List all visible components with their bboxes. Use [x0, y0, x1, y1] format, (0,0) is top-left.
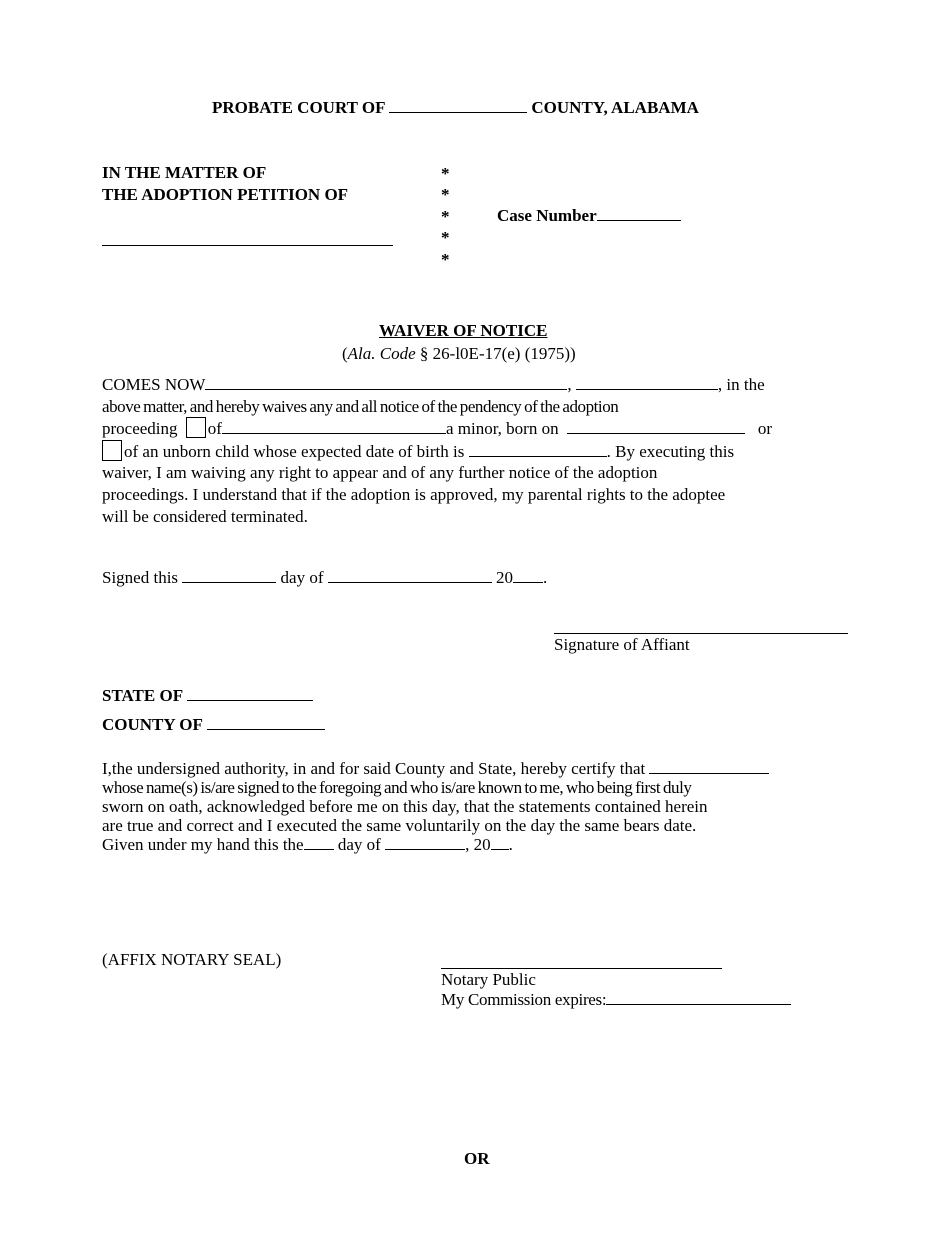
notary-year-prefix: , 20: [465, 835, 491, 854]
period: .: [543, 568, 548, 587]
unborn-text: of an unborn child whose expected date of birth is: [124, 441, 465, 461]
notary-line-4: are true and correct and I executed the same voluntarily on the day the same bears date.: [102, 816, 697, 835]
petitioner-name-blank[interactable]: [102, 245, 393, 246]
minor-name-blank[interactable]: [222, 419, 446, 434]
notary-day-blank[interactable]: [304, 835, 334, 850]
commission-label: My Commission expires:: [441, 990, 607, 1009]
by-executing: . By executing this: [606, 441, 735, 461]
signed-month-blank[interactable]: [328, 568, 492, 583]
para-line-2: above matter, and hereby waives any and all notice of the pendency of the adoption: [102, 396, 619, 416]
of: of: [207, 419, 222, 439]
notary-line-2: whose name(s) is/are signed to the foregoing and who is/are known to me, who being first duly: [102, 778, 692, 797]
state-blank[interactable]: [187, 686, 313, 701]
court-suffix: COUNTY, ALABAMA: [531, 98, 699, 117]
caption-line2: THE ADOPTION PETITION OF: [102, 185, 349, 204]
or-separator: OR: [464, 1149, 490, 1168]
affiant-relation-blank[interactable]: [576, 375, 718, 390]
court-prefix: PROBATE COURT OF: [212, 98, 385, 117]
citation-open: (: [342, 344, 348, 363]
day-of: day of: [280, 568, 324, 587]
proceeding: proceeding: [102, 419, 178, 439]
county-venue-blank[interactable]: [207, 715, 325, 730]
court-heading: [212, 98, 699, 118]
signed-day-blank[interactable]: [182, 568, 276, 583]
notary-acknowledgment: [102, 759, 769, 854]
notary-line-3: sworn on oath, acknowledged before me on this day, that the statements contained herein: [102, 797, 708, 816]
signed-this: Signed this: [102, 568, 179, 587]
waiver-paragraph: [102, 374, 822, 527]
signer-name-blank[interactable]: [649, 759, 769, 774]
caption-asterisk: *: [441, 250, 450, 269]
notary-period: .: [508, 835, 513, 854]
document-title: WAIVER OF NOTICE: [379, 321, 548, 340]
notary-year-blank[interactable]: [491, 835, 509, 850]
commission-expires: [441, 990, 791, 1010]
notary-month-blank[interactable]: [385, 835, 465, 850]
citation-italic: Ala. Code: [347, 344, 416, 363]
caption-asterisk: *: [441, 164, 450, 183]
or: or: [757, 419, 773, 439]
para-line-7: will be considered terminated.: [102, 506, 308, 526]
case-number-blank[interactable]: [597, 206, 681, 221]
notary-line-1-text: I,the undersigned authority, in and for said County and State, hereby certify that: [102, 759, 646, 778]
county-blank[interactable]: [389, 98, 527, 113]
para-line-3: [102, 417, 822, 440]
citation-rest: § 26-l0E-17(e) (1975)): [415, 344, 576, 363]
notary-line-5: [102, 835, 769, 854]
case-number-label: Case Number: [497, 206, 597, 225]
statute-citation: [342, 344, 576, 364]
notary-signature-line[interactable]: [441, 968, 722, 969]
expected-date-blank[interactable]: [469, 442, 607, 457]
notary-seal-label: (AFFIX NOTARY SEAL): [102, 950, 282, 969]
affiant-signature-label: Signature of Affiant: [554, 635, 690, 654]
a-minor-born-on: a minor, born on: [445, 419, 559, 439]
caption-line1: IN THE MATTER OF: [102, 163, 267, 182]
signed-date-line: [102, 568, 547, 588]
birth-date-blank[interactable]: [567, 419, 745, 434]
commission-date-blank[interactable]: [606, 990, 791, 1005]
signed-year-blank[interactable]: [513, 568, 543, 583]
affiant-name-blank[interactable]: [205, 375, 567, 390]
in-the: , in the: [717, 375, 765, 394]
county-of-label: COUNTY OF: [102, 715, 203, 734]
state-of: [102, 686, 313, 706]
given-under-hand: Given under my hand this the: [102, 835, 304, 854]
notary-public-label: Notary Public: [441, 970, 536, 989]
affiant-signature-line[interactable]: [554, 633, 848, 634]
comes-now: COMES NOW: [102, 375, 206, 394]
notary-day-of: day of: [333, 835, 386, 854]
caption-asterisk: *: [441, 207, 450, 226]
caption-asterisk: *: [441, 185, 450, 204]
para-line-4: [102, 440, 822, 463]
case-number: [497, 206, 681, 226]
unborn-checkbox[interactable]: [102, 440, 122, 461]
year-prefix: 20: [496, 568, 514, 587]
para-line-1: [102, 374, 822, 396]
caption-asterisk: *: [441, 228, 450, 247]
state-of-label: STATE OF: [102, 686, 183, 705]
para-line-5: waiver, I am waiving any right to appear and of any further notice of the adoption: [102, 463, 658, 483]
county-of: [102, 715, 325, 735]
minor-checkbox[interactable]: [186, 417, 206, 438]
para-line-6: proceedings. I understand that if the adoption is approved, my parental rights to the adoptee: [102, 484, 726, 504]
notary-line-1: [102, 759, 769, 778]
comma: ,: [567, 375, 572, 394]
